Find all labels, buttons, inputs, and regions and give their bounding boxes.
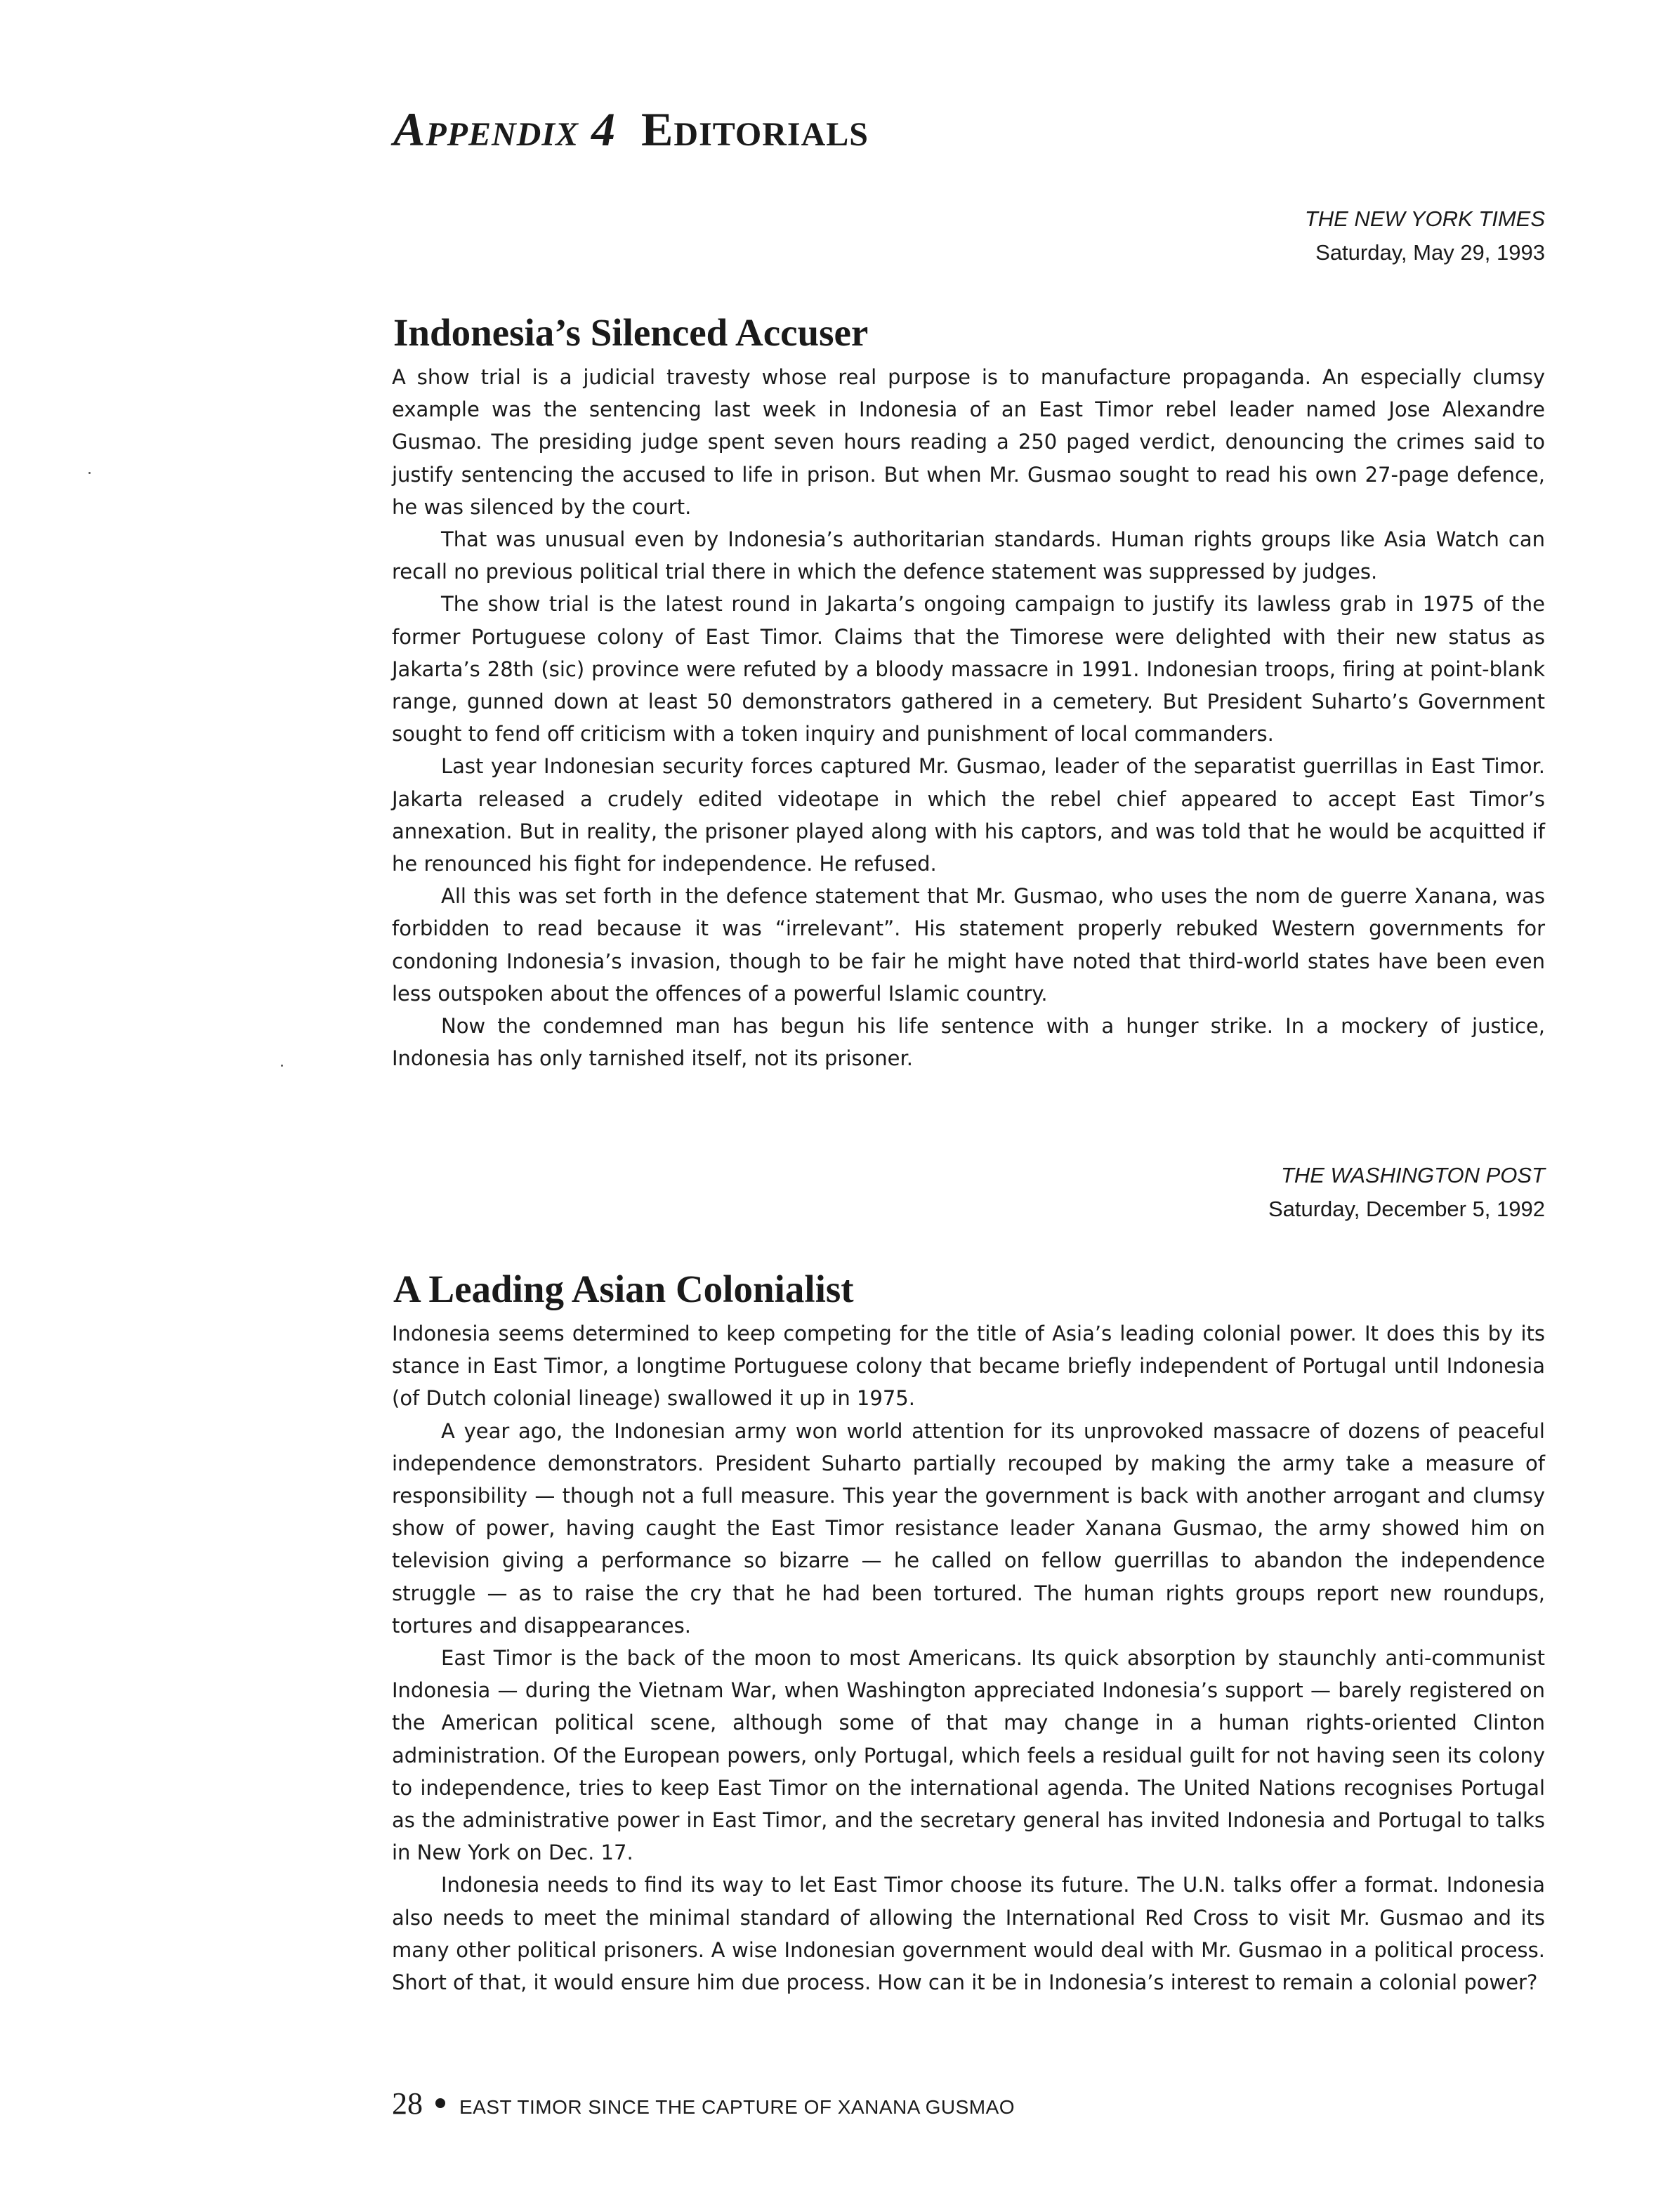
publication-date: Saturday, May 29, 1993: [1315, 240, 1545, 265]
paragraph: The show trial is the latest round in Jakarta’s ongoing campaign to justify its lawless grab in 1975 of the former Portuguese colony of East Timor. Claims that the Timorese were delighted with their new status as Jakarta’s 28th (sic) province were refuted by a bloody massacre in 1991. Indonesian troops, firing at point-blank range, gunned down at least 50 demonstrators gathered in a cemetery. But President Suharto’s Government sought to fend off criticism with a token inquiry and punishment of local commanders.: [392, 592, 1545, 746]
paragraph: Indonesia seems determined to keep competing for the title of Asia’s leading colonial power. It does this by its stance in East Timor, a longtime Portuguese colony that became briefly independent of Portugal until Indonesia (of Dutch colonial lineage) swallowed it up in 1975.: [392, 1322, 1545, 1411]
publication-date: Saturday, December 5, 1992: [1268, 1197, 1545, 1221]
editorial-source: [913, 1159, 1545, 1226]
page-number: 28: [392, 2086, 423, 2121]
scan-speck: [281, 1065, 283, 1067]
scan-speck: [88, 472, 91, 474]
appendix-name: Editorials: [641, 103, 869, 156]
editorial-headline: A Leading Asian Colonialist: [393, 1268, 854, 1310]
bullet-icon: [435, 2098, 445, 2108]
appendix-number: 4: [591, 103, 617, 156]
paragraph: Last year Indonesian security forces captured Mr. Gusmao, leader of the separatist guerrillas in East Timor. Jakarta released a crudely edited videotape in which the rebel chief appeared to accept East Timor’s annexation. But in reality, the prisoner played along with his captors, and was told that he would be acquitted if he renounced his fight for independence. He refused.: [392, 754, 1545, 876]
paragraph: Indonesia needs to find its way to let East Timor choose its future. The U.N. talks offer a format. Indonesia also needs to meet the minimal standard of allowing the International Red Cross to visit Mr. Gusmao and its many other political prisoners. A wise Indonesian government would deal with Mr. Gusmao in a political process. Short of that, it would ensure him due process. How can it be in Indonesia’s interest to remain a colonial power?: [392, 1873, 1545, 1995]
paragraph: Now the condemned man has begun his life sentence with a hunger strike. In a mockery of justice, Indonesia has only tarnished itself, not its prisoner.: [392, 1014, 1545, 1071]
paragraph: East Timor is the back of the moon to most Americans. Its quick absorption by staunchly anti-communist Indonesia — during the Vietnam War, when Washington appreciated Indonesia’s support — barely registered on the American political scene, although some of that may change in a human rights-oriented Clinton administration. Of the European powers, only Portugal, which feels a residual guilt for not having seen its colony to independence, tries to keep East Timor on the international agenda. The United Nations recognises Portugal as the administrative power in East Timor, and the secretary general has invited Indonesia and Portugal to talks in New York on Dec. 17.: [392, 1646, 1545, 1865]
editorial-body: [392, 1317, 1545, 1999]
page-footer: [392, 2088, 1015, 2119]
paragraph: A year ago, the Indonesian army won world attention for its unprovoked massacre of dozens of peaceful independence demonstrators. President Suharto partially recouped by making the army take a measure of responsibility — though not a full measure. This year the government is back with another arrogant and clumsy show of power, having caught the East Timor resistance leader Xanana Gusmao, the army showed him on television giving a performance so bizarre — he called on fellow guerrillas to abandon the independence struggle — as to raise the cry that he had been tortured. The human rights groups report new roundups, tortures and disappearances.: [392, 1418, 1545, 1638]
newspaper-name: THE WASHINGTON POST: [1280, 1163, 1545, 1187]
newspaper-name: THE NEW YORK TIMES: [1304, 206, 1545, 231]
editorial-body: [392, 361, 1545, 1074]
paragraph: That was unusual even by Indonesia’s authoritarian standards. Human rights groups like Asia Watch can recall no previous political trial there in which the defence statement was suppressed by judges.: [392, 527, 1545, 584]
running-title: EAST TIMOR SINCE THE CAPTURE OF XANANA GUSMAO: [459, 2096, 1015, 2118]
paragraph: A show trial is a judicial travesty whose real purpose is to manufacture propaganda. An especially clumsy example was the sentencing last week in Indonesia of an East Timor rebel leader named Jose Alexandre Gusmao. The presiding judge spent seven hours reading a 250 paged verdict, denouncing the crimes said to justify sentencing the accused to life in prison. But when Mr. Gusmao sought to read his own 27-page defence, he was silenced by the court.: [392, 365, 1545, 519]
editorial-headline: Indonesia’s Silenced Accuser: [393, 311, 869, 354]
appendix-title: [393, 103, 869, 156]
appendix-label: Appendix: [393, 103, 579, 156]
paragraph: All this was set forth in the defence statement that Mr. Gusmao, who uses the nom de guerre Xanana, was forbidden to read because it was “irrelevant”. His statement properly rebuked Western governments for condoning Indonesia’s invasion, though to be fair he might have noted that third-world states have been even less outspoken about the offences of a powerful Islamic country.: [392, 884, 1545, 1006]
editorial-source: [913, 202, 1545, 270]
